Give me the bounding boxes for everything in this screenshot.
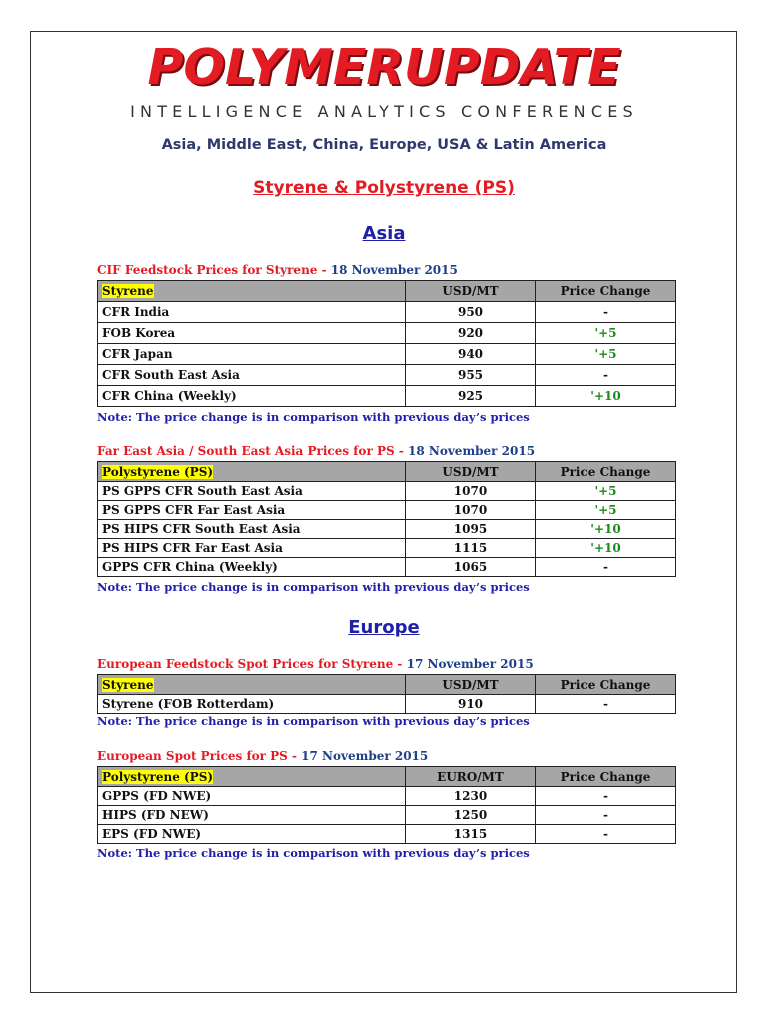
document-title: Styrene & Polystyrene (PS) — [253, 178, 515, 198]
product-name-cell: GPPS (FD NWE) — [98, 787, 406, 806]
price-change-cell: '+10 — [536, 539, 676, 558]
price-change-cell: - — [536, 365, 676, 386]
caption-date: 17 November 2015 — [406, 657, 534, 671]
table-row — [98, 825, 676, 844]
product-name-cell: PS HIPS CFR South East Asia — [98, 520, 406, 539]
price-cell: 910 — [406, 695, 536, 714]
table-row — [98, 386, 676, 407]
table-row — [98, 323, 676, 344]
section-heading-europe: Europe — [348, 617, 420, 638]
table-row — [98, 539, 676, 558]
table-header-row — [98, 462, 676, 482]
price-cell: 955 — [406, 365, 536, 386]
price-change-note: Note: The price change is in comparison with previous day’s prices — [97, 580, 530, 594]
polymerupdate-logo: POLYMERUPDATE — [147, 39, 621, 96]
price-change-note: Note: The price change is in comparison with previous day’s prices — [97, 410, 530, 424]
regions-subtitle: Asia, Middle East, China, Europe, USA & Latin America — [161, 137, 607, 153]
table-europe-polystyrene — [97, 766, 676, 844]
price-cell: 940 — [406, 344, 536, 365]
price-change-cell: - — [536, 695, 676, 714]
product-name-cell: PS HIPS CFR Far East Asia — [98, 539, 406, 558]
table-row — [98, 482, 676, 501]
product-name-cell: CFR China (Weekly) — [98, 386, 406, 407]
price-change-cell: - — [536, 558, 676, 577]
price-change-note: Note: The price change is in comparison with previous day’s prices — [97, 714, 530, 728]
price-change-cell: - — [536, 787, 676, 806]
caption-separator: - — [393, 657, 407, 671]
caption-separator: - — [394, 444, 408, 458]
table-caption-europe-ps — [97, 749, 428, 763]
column-header-price: USD/MT — [406, 281, 536, 302]
price-cell: 920 — [406, 323, 536, 344]
logo-tagline: INTELLIGENCE ANALYTICS CONFERENCES — [130, 102, 638, 121]
table-header-row — [98, 767, 676, 787]
product-name-cell: PS GPPS CFR Far East Asia — [98, 501, 406, 520]
caption-date: 18 November 2015 — [407, 444, 536, 458]
table-caption-asia-styrene — [97, 263, 458, 277]
column-header-product: Styrene — [98, 675, 406, 695]
product-name-cell: FOB Korea — [98, 323, 406, 344]
price-cell: 1070 — [406, 482, 536, 501]
caption-title: European Feedstock Spot Prices for Styrene — [97, 657, 394, 671]
table-row — [98, 302, 676, 323]
price-change-cell: - — [536, 806, 676, 825]
column-header-change: Price Change — [536, 767, 676, 787]
table-asia-polystyrene — [97, 461, 676, 577]
price-cell: 1115 — [406, 539, 536, 558]
product-name-cell: PS GPPS CFR South East Asia — [98, 482, 406, 501]
column-header-change: Price Change — [536, 462, 676, 482]
column-header-product: Polystyrene (PS) — [98, 462, 406, 482]
price-cell: 1250 — [406, 806, 536, 825]
caption-date: 18 November 2015 — [330, 263, 458, 277]
table-row — [98, 344, 676, 365]
product-name-cell: GPPS CFR China (Weekly) — [98, 558, 406, 577]
column-header-change: Price Change — [536, 675, 676, 695]
price-change-cell: '+10 — [536, 520, 676, 539]
price-change-cell: '+10 — [536, 386, 676, 407]
product-name-cell: HIPS (FD NEW) — [98, 806, 406, 825]
price-change-cell: - — [536, 825, 676, 844]
column-header-price: EURO/MT — [406, 767, 536, 787]
table-row — [98, 787, 676, 806]
column-header-price: USD/MT — [406, 675, 536, 695]
caption-title: CIF Feedstock Prices for Styrene — [97, 263, 318, 277]
column-header-product: Polystyrene (PS) — [98, 767, 406, 787]
table-caption-europe-styrene — [97, 657, 534, 671]
price-change-cell: '+5 — [536, 323, 676, 344]
table-row — [98, 695, 676, 714]
price-cell: 1230 — [406, 787, 536, 806]
product-name-cell: Styrene (FOB Rotterdam) — [98, 695, 406, 714]
table-row — [98, 501, 676, 520]
price-cell: 1315 — [406, 825, 536, 844]
table-row — [98, 365, 676, 386]
column-header-price: USD/MT — [406, 462, 536, 482]
table-asia-styrene — [97, 280, 676, 407]
table-row — [98, 558, 676, 577]
product-name-cell: EPS (FD NWE) — [98, 825, 406, 844]
table-caption-asia-ps — [97, 444, 535, 458]
caption-title: Far East Asia / South East Asia Prices for PS — [97, 444, 395, 458]
table-row — [98, 520, 676, 539]
price-cell: 1065 — [406, 558, 536, 577]
price-change-cell: '+5 — [536, 482, 676, 501]
table-header-row — [98, 675, 676, 695]
price-cell: 1070 — [406, 501, 536, 520]
price-change-cell: '+5 — [536, 501, 676, 520]
price-cell: 925 — [406, 386, 536, 407]
table-header-row — [98, 281, 676, 302]
column-header-change: Price Change — [536, 281, 676, 302]
price-cell: 1095 — [406, 520, 536, 539]
caption-date: 17 November 2015 — [301, 749, 429, 763]
caption-separator: - — [287, 749, 302, 763]
table-row — [98, 806, 676, 825]
caption-separator: - — [317, 263, 331, 277]
product-name-cell: CFR Japan — [98, 344, 406, 365]
section-heading-asia: Asia — [362, 223, 406, 244]
price-change-cell: '+5 — [536, 344, 676, 365]
product-name-cell: CFR South East Asia — [98, 365, 406, 386]
price-cell: 950 — [406, 302, 536, 323]
price-change-cell: - — [536, 302, 676, 323]
table-europe-styrene — [97, 674, 676, 714]
caption-title: European Spot Prices for PS — [97, 749, 288, 763]
column-header-product: Styrene — [98, 281, 406, 302]
price-change-note: Note: The price change is in comparison with previous day’s prices — [97, 846, 530, 860]
product-name-cell: CFR India — [98, 302, 406, 323]
